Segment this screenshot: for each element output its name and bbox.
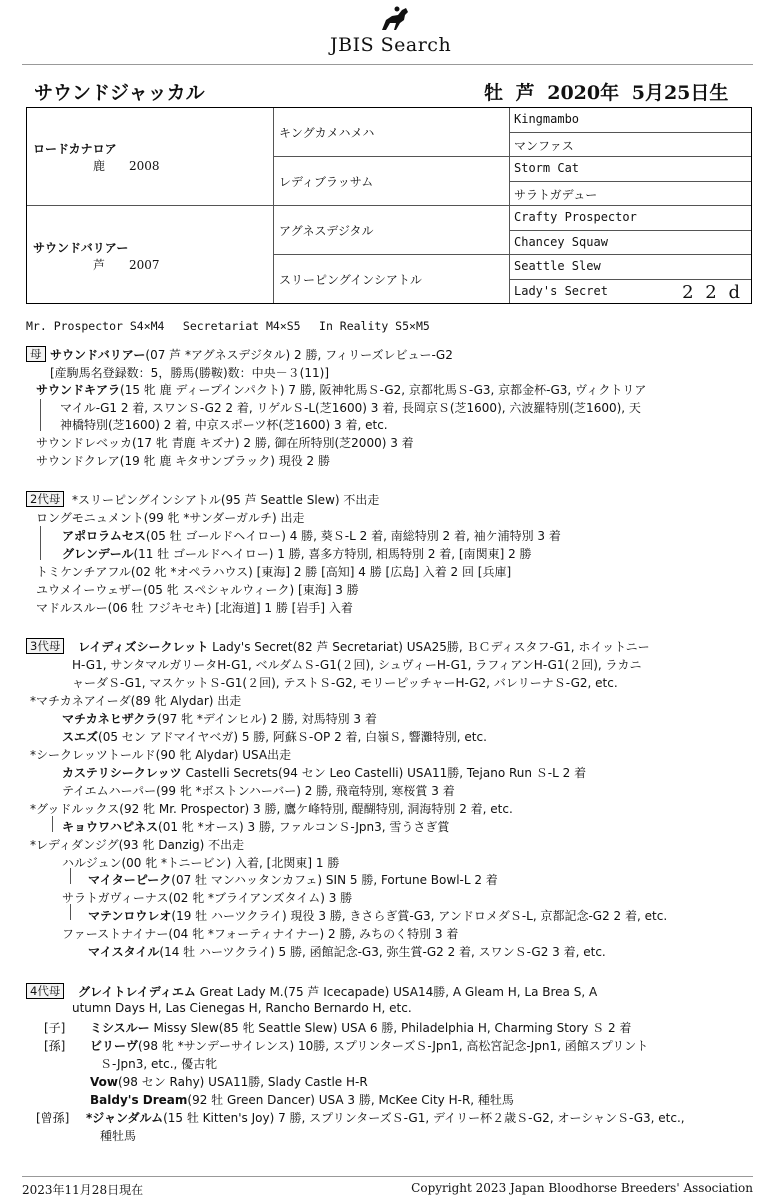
fourth-line-8: 種牡馬 (100, 1129, 137, 1143)
dam-detail: 芦 2007 (93, 258, 160, 272)
pedigree-table (26, 107, 752, 304)
third-line-15-bold: マテンロウレオ (88, 909, 172, 923)
fourth-line-3-prefix: [孫] (44, 1039, 66, 1053)
third-line-3: *マチカネアイーダ(89 牝 Alydar) 出走 (30, 694, 242, 708)
bottom-divider (22, 1176, 753, 1177)
fourth-line-1: utumn Days H, Las Cienegas H, Rancho Bernardo H, etc. (72, 1001, 412, 1015)
dam-line-0-bold: サウンドバリアー (50, 348, 146, 362)
footer-date: 2023年11月28日現在 (22, 1183, 144, 1197)
horse-info: 牡 芦 2020年 5月25日生 (484, 82, 729, 104)
third-line-4-bold: マチカネヒザクラ (62, 712, 158, 726)
third-line-9: *グッドルックス(92 牝 Mr. Prospector) 3 勝, 鷹ケ峰特別, 醍醐特別, 洞海特別 2 着, etc. (30, 802, 513, 816)
gen3-3: Storm Cat (514, 161, 580, 175)
second-line-2: (05 牡 ゴールドヘイロー) 4 勝, 葵Ｓ-L 2 着, 南総特別 2 着, 袖ケ浦特別 3 着 (145, 529, 561, 543)
sire-name: ロードカナロア (33, 142, 117, 156)
fourth-line-5: (98 セン Rahy) USA11勝, Slady Castle H-R (117, 1075, 368, 1089)
second-line-3: (11 牡 ゴールドヘイロー) 1 勝, 喜多方特別, 相馬特別 2 着, [南関東] 2 勝 (133, 547, 532, 561)
second-line-3-bold: グレンデール (62, 547, 134, 561)
fourth-line-2-prefix: [子] (44, 1021, 66, 1035)
gen3-4: サラトガデュー (514, 188, 598, 202)
tag-second-dam: 2代母 (26, 491, 64, 507)
third-line-14: サラトガヴィーナス(02 牝 *ブライアンズタイム) 3 勝 (62, 891, 353, 905)
third-line-16: ファーストナイナー(04 牝 *フォーティナイナー) 2 勝, みちのく特別 3 着 (62, 927, 459, 941)
tag-dam: 母 (26, 346, 46, 362)
third-line-10: (01 牝 *オース) 3 勝, ファルコンＳ-Jpn3, 雪うさぎ賞 (158, 820, 450, 834)
fourth-line-7: (15 牡 Kitten's Joy) 7 勝, スプリンターズＳ-G1, デイリー杯２歳Ｓ-G2, オーシャンＳ-G3, etc., (163, 1111, 685, 1125)
dam-line-1: [産駒馬名登録数：5，勝馬(勝鞍)数：中央－３(11)] (50, 366, 329, 380)
dam-line-4: 神橋特別(芝1600) 2 着, 中京スポーツ杯(芝1600) 3 着, etc. (60, 418, 388, 432)
gen3-6: Chancey Squaw (514, 235, 608, 249)
gen2-sire-sire: キングカメハメハ (279, 126, 375, 140)
third-line-13-bold: マイターピーク (88, 873, 172, 887)
third-line-17-bold: マイスタイル (88, 945, 160, 959)
third-line-1: H-G1, サンタマルガリータH-G1, ベルダムＳ-G1(２回), シュヴィーH-G1, ラフィアンH-G1(２回), ラカニ (72, 658, 642, 672)
third-line-12: ハルジュン(00 牝 *トニービン) 入着, [北関東] 1 勝 (62, 856, 340, 870)
fourth-line-0: Great Lady M.(75 芦 Icecapade) USA14勝, A Gleam H, La Brea S, A (195, 985, 598, 999)
second-line-1: ロングモニュメント(99 牝 *サンダーガルチ) 出走 (36, 511, 305, 525)
second-line-2-bold: アポロラムセス (62, 529, 146, 543)
top-divider (22, 64, 753, 65)
second-line-0: *スリーピングインシアトル(95 芦 Seattle Slew) 不出走 (72, 493, 380, 507)
third-line-5: (05 セン アドマイヤベガ) 5 勝, 阿蘇Ｓ-OP 2 着, 白嶺Ｓ, 響灘特別, etc. (98, 730, 487, 744)
distance-mark: 2 2 d (682, 282, 743, 303)
fourth-line-3: (98 牝 *サンデーサイレンス) 10勝, スプリンターズＳ-Jpn1, 高松宮記念-Jpn1, 函館スプリント (138, 1039, 649, 1053)
fourth-line-2: Missy Slew(85 牝 Seattle Slew) USA 6 勝, Philadelphia H, Charming Story Ｓ 2 着 (149, 1021, 632, 1035)
tag-third-dam: 3代母 (26, 638, 64, 654)
third-line-7: Castelli Secrets(94 セン Leo Castelli) USA11勝, Tejano Run Ｓ-L 2 着 (181, 766, 587, 780)
third-line-8: テイエムハーパー(99 牝 *ボストンハーバー) 2 勝, 飛竜特別, 寒桜賞 3 着 (62, 784, 455, 798)
third-line-0-bold: レイディズシークレット (78, 640, 209, 654)
dam-name: サウンドバリアー (33, 241, 129, 255)
third-line-13: (07 牡 マンハッタンカフェ) SIN 5 勝, Fortune Bowl-L 2 着 (171, 873, 498, 887)
third-line-11: *レディダンジグ(93 牝 Danzig) 不出走 (30, 838, 245, 852)
gen3-7: Seattle Slew (514, 259, 601, 273)
fourth-line-7-bold: *ジャンダルム (86, 1111, 164, 1125)
gen2-dam-sire: アグネスデジタル (279, 224, 374, 238)
third-line-2: ャーダＳ-G1, マスケットＳ-G1(２回), テストＳ-G2, モリーピッチャーH-G2, バレリーナＳ-G2, etc. (72, 676, 618, 690)
third-line-7-bold: カステリシークレッツ (62, 766, 182, 780)
horse-rider-icon (378, 6, 412, 32)
fourth-line-0-bold: グレイトレイディエム (78, 985, 196, 999)
third-line-15: (19 牡 ハーツクライ) 現役 3 勝, きさらぎ賞-G3, アンドロメダＳ-L, 京都記念-G2 2 着, etc. (171, 909, 668, 923)
fourth-line-6-bold: Baldy's Dream (90, 1093, 188, 1107)
sire-detail: 鹿 2008 (93, 159, 160, 173)
fourth-line-5-bold: Vow (90, 1075, 118, 1089)
third-line-5-bold: スエズ (62, 730, 99, 744)
fourth-line-7-prefix: [曾孫] (36, 1111, 70, 1125)
gen3-5: Crafty Prospector (514, 210, 637, 224)
footer-copyright: Copyright 2023 Japan Bloodhorse Breeders' Association (411, 1181, 753, 1195)
third-line-6: *シークレッツトールド(90 牝 Alydar) USA出走 (30, 748, 292, 762)
tag-fourth-dam: 4代母 (26, 983, 64, 999)
fourth-line-3-bold: ビリーヴ (90, 1039, 139, 1053)
third-line-0: Lady's Secret(82 芦 Secretariat) USA25勝, ＢＣディスタフ-G1, ホイットニー (208, 640, 650, 654)
gen2-sire-dam: レディブラッサム (279, 175, 374, 189)
second-line-4: トミケンチアフル(02 牝 *オペラハウス) [東海] 2 勝 [高知] 4 勝 [広島] 入着 2 回 [兵庫] (36, 565, 512, 579)
dam-line-2-bold: サウンドキアラ (36, 383, 121, 397)
third-line-10-bold: キョウワハピネス (62, 820, 159, 834)
fourth-line-2-bold: ミシスルー (90, 1021, 150, 1035)
gen3-2: マンファス (514, 139, 574, 153)
jbis-logo (330, 6, 470, 54)
second-line-5: ユウメイーウェザー(05 牝 スペシャルウィーク) [東海] 3 勝 (36, 583, 359, 597)
logo-text: JBIS Search (330, 34, 452, 56)
inbreeding-note: Mr. Prospector S4×M4 Secretariat M4×S5 In Reality S5×M5 (26, 319, 430, 333)
sire-cell (33, 140, 160, 174)
horse-name: サウンドジャッカル (34, 82, 205, 104)
dam-line-5: サウンドレベッカ(17 牝 青鹿 キズナ) 2 勝, 御在所特別(芝2000) 3 着 (36, 436, 414, 450)
dam-line-2: (15 牝 鹿 ディープインパクト) 7 勝, 阪神牝馬Ｓ-G2, 京都牝馬Ｓ-G3, 京都金杯-G3, ヴィクトリア (120, 383, 647, 397)
dam-line-3: マイル-G1 2 着, スワンＳ-G2 2 着, リゲルＳ-L(芝1600) 3 着, 長岡京Ｓ(芝1600), 六波羅特別(芝1600), 天 (60, 401, 641, 415)
dam-line-0: (07 芦 *アグネスデジタル) 2 勝, フィリーズレビュー-G2 (145, 348, 453, 362)
dam-cell (33, 239, 160, 273)
gen2-dam-dam: スリーピングインシアトル (279, 273, 422, 287)
second-line-6: マドルスルー(06 牡 フジキセキ) [北海道] 1 勝 [岩手] 入着 (36, 601, 353, 615)
third-line-4: (97 牝 *デインヒル) 2 勝, 対馬特別 3 着 (157, 712, 377, 726)
gen3-8: Lady's Secret (514, 284, 608, 298)
fourth-line-6: (92 牡 Green Dancer) USA 3 勝, McKee City H-R, 種牡馬 (187, 1093, 514, 1107)
fourth-line-4: Ｓ-Jpn3, etc., 優古牝 (100, 1057, 218, 1071)
third-line-17: (14 牡 ハーツクライ) 5 勝, 函館記念-G3, 弥生賞-G2 2 着, スワンＳ-G2 3 着, etc. (159, 945, 606, 959)
gen3-1: Kingmambo (514, 112, 580, 126)
dam-line-6: サウンドクレア(19 牝 鹿 キタサンブラック) 現役 2 勝 (36, 454, 330, 468)
